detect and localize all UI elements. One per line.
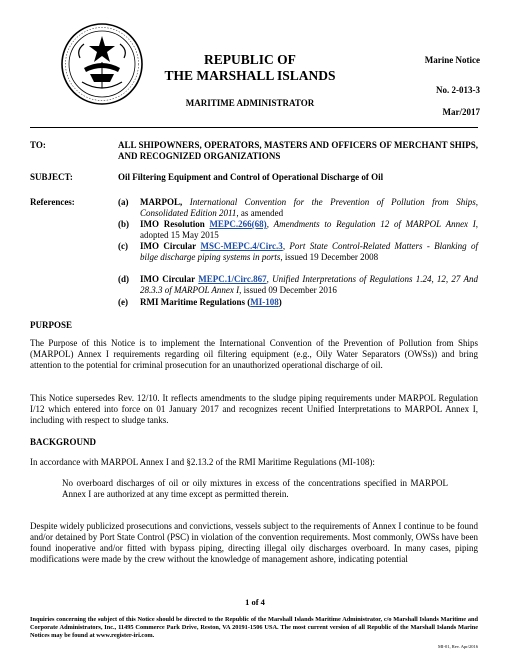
- ref-d-letter: (d): [118, 274, 129, 284]
- background-heading: BACKGROUND: [30, 437, 97, 447]
- purpose-paragraph-1: The Purpose of this Notice is to implement the International Convention of the Prevention of Pollution from Ships (MARPOL) Annex I requirements regarding oil filtering equipment (e.g., Oily Water Separators (OWSs)) and bring attention to the potential for criminal prosecution for an unauthorized operational discharge of oil.: [30, 338, 478, 370]
- ref-b-bold: IMO Resolution: [140, 219, 205, 229]
- ref-c-link[interactable]: MSC-MEPC.4/Circ.3: [200, 241, 283, 251]
- ref-e-bold: RMI Maritime Regulations (: [140, 297, 251, 307]
- ref-b-italic: Amendments to Regulation 12 of MARPOL Annex I: [273, 219, 476, 229]
- ref-d-bold: IMO Circular: [140, 274, 196, 284]
- ref-b-link[interactable]: MEPC.266(68): [209, 219, 267, 229]
- administrator-label: MARITIME ADMINISTRATOR: [185, 98, 315, 108]
- ref-d-italic: Unified Interpretations of Regulations 1.24, 12, 27 And 28.3.3 of MARPOL Annex I: [140, 274, 478, 295]
- ref-d: IMO Circular MEPC.1/Circ.867, Unified Interpretations of Regulations 1.24, 12, 27 And 28.3.3 of MARPOL Annex I, issued 09 December 2016: [140, 274, 478, 295]
- ref-a-bold: MARPOL,: [140, 197, 183, 207]
- ref-a: [140, 197, 478, 219]
- background-quote: No overboard discharges of oil or oily mixtures in excess of the concentrations specified in MARPOL Annex I are authorized at any time except as permitted therein.: [62, 478, 448, 499]
- title-line-2: THE MARSHALL ISLANDS: [164, 68, 336, 83]
- ref-e-letter: (e): [118, 297, 128, 307]
- ref-b-letter: (b): [118, 219, 129, 229]
- notice-date: Mar/2017: [442, 107, 480, 117]
- ref-e: [140, 297, 478, 308]
- marshall-islands-seal-logo: [60, 22, 144, 106]
- footer-inquiries: Inquiries concerning the subject of this Notice should be directed to the Republic of the Marshall Islands Maritime Administrator, c/o Marshall Islands Maritime and Corporate Administrators, Inc., 11495 Commerce Park Drive, Reston, VA 20191-1506 USA. The most current version of all Republic of the Marshall Islands Marine Notices may be found at www.register-iri.com.: [30, 616, 478, 639]
- ref-c: IMO Circular MSC-MEPC.4/Circ.3, Port State Control-Related Matters - Blanking of bilge discharge piping systems in ports, issued 19 December 2008: [140, 241, 478, 262]
- marine-notice-label: Marine Notice: [424, 55, 480, 65]
- ref-d-rest: , issued 09 December 2016: [239, 285, 337, 295]
- notice-number: No. 2-013-3: [436, 85, 480, 95]
- ref-c-bold: IMO Circular: [140, 241, 197, 251]
- ref-e-rest: ): [278, 297, 282, 307]
- ref-c-rest: , issued 19 December 2008: [280, 252, 379, 262]
- ref-d-link[interactable]: MEPC.1/Circ.867: [198, 274, 267, 284]
- ref-e-link[interactable]: MI-108: [250, 297, 279, 307]
- header-divider: [30, 127, 478, 128]
- background-paragraph-1: In accordance with MARPOL Annex I and §2.13.2 of the RMI Maritime Regulations (MI-108):: [30, 457, 375, 467]
- references-label: References:: [30, 197, 75, 207]
- page-number: 1 of 4: [245, 597, 265, 607]
- background-paragraph-2: Despite widely publicized prosecutions and convictions, vessels subject to the requirements of Annex I continue to be found and/or detained by Port State Control (PSC) in violation of the convention requirements. Most commonly, OWSs have been found inoperative and/or fitted with bypass piping, directing illegal oily discharges overboard. In many cases, piping modifications were made by the crew without the knowledge of management ashore, indicating potential: [30, 521, 478, 564]
- form-revision: MI-01, Rev. Apr/2016: [438, 644, 478, 649]
- purpose-heading: PURPOSE: [30, 320, 73, 330]
- to-label: TO:: [30, 140, 46, 150]
- subject-text: Oil Filtering Equipment and Control of Operational Discharge of Oil: [118, 172, 384, 182]
- ref-a-italic: International Convention for the Prevention of Pollution from Ships, Consolidated Edition 2011: [140, 197, 479, 218]
- subject-label: SUBJECT:: [30, 172, 73, 182]
- ref-a-rest: , as amended: [236, 208, 284, 218]
- purpose-paragraph-2: This Notice supersedes Rev. 12/10. It reflects amendments to the sludge piping requirements under MARPOL Regulation I/12 which entered into force on 01 January 2017 and recognizes recent Unified Interpretations to MARPOL Annex I, including with respect to sludge tanks.: [30, 393, 478, 425]
- ref-b-rest: , adopted 15 May 2015: [140, 219, 479, 240]
- to-text: ALL SHIPOWNERS, OPERATORS, MASTERS AND OFFICERS OF MERCHANT SHIPS, AND RECOGNIZED ORGANIZATIONS: [118, 140, 478, 161]
- ref-c-letter: (c): [118, 241, 128, 251]
- ref-c-italic: Port State Control-Related Matters - Blanking of bilge discharge piping systems in ports: [140, 241, 478, 262]
- agency-title: [150, 52, 350, 84]
- ref-b: IMO Resolution MEPC.266(68), Amendments to Regulation 12 of MARPOL Annex I, adopted 15 May 2015: [140, 219, 479, 240]
- title-line-1: REPUBLIC OF: [204, 52, 296, 67]
- ref-a-letter: (a): [118, 197, 129, 207]
